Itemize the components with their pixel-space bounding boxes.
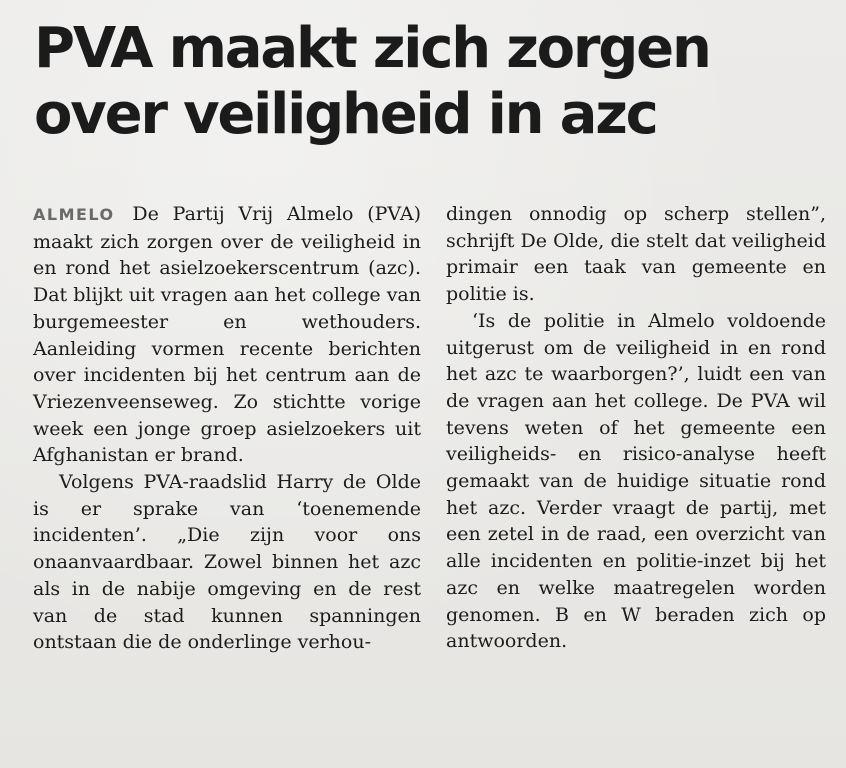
paragraph-2: Volgens PVA-raadslid Harry de Olde is er sprake van ‘toenemende incidenten’. „Die zijn voor ons onaanvaardbaar. Zowel binnen het azc als in de nabije omgeving en de rest van de stad kunnen spanningen ontstaan die de onderlinge verhou- <box>33 471 421 654</box>
dateline: ALMELO <box>33 205 115 224</box>
article-column-right <box>446 201 826 655</box>
headline-line-1: PVA maakt zich zorgen <box>34 16 710 81</box>
headline <box>34 16 710 148</box>
headline-line-2: over veiligheid in azc <box>34 82 657 147</box>
paragraph-1 <box>33 201 421 469</box>
paragraph-3: dingen onnodig op scherp stellen”, schrijft De Olde, die stelt dat veiligheid primair een taak van gemeente en politie is. <box>446 203 826 306</box>
paragraph-4: ‘Is de politie in Almelo voldoende uitgerust om de veiligheid in en rond het azc te waarborgen?’, luidt een van de vragen aan het college. De PVA wil tevens weten of het gemeente een veiligheids- en risico-analyse heeft gemaakt van de huidige situatie rond het azc. Verder vraagt de partij, met een zetel in de raad, een overzicht van alle incidenten en politie-inzet bij het azc en welke maatregelen worden genomen. B en W beraden zich op antwoorden. <box>446 309 826 653</box>
article-column-left <box>33 201 421 656</box>
paragraph-1-text: De Partij Vrij Almelo (PVA) maakt zich zorgen over de veiligheid in en rond het asielzoekerscentrum (azc). Dat blijkt uit vragen aan het college van burgemeester en wethouders. Aanleiding vormen recente berichten over incidenten bij het centrum aan de Vriezenveenseweg. Zo stichtte vorige week een jonge groep asielzoekers uit Afghanistan er brand. <box>33 203 421 467</box>
